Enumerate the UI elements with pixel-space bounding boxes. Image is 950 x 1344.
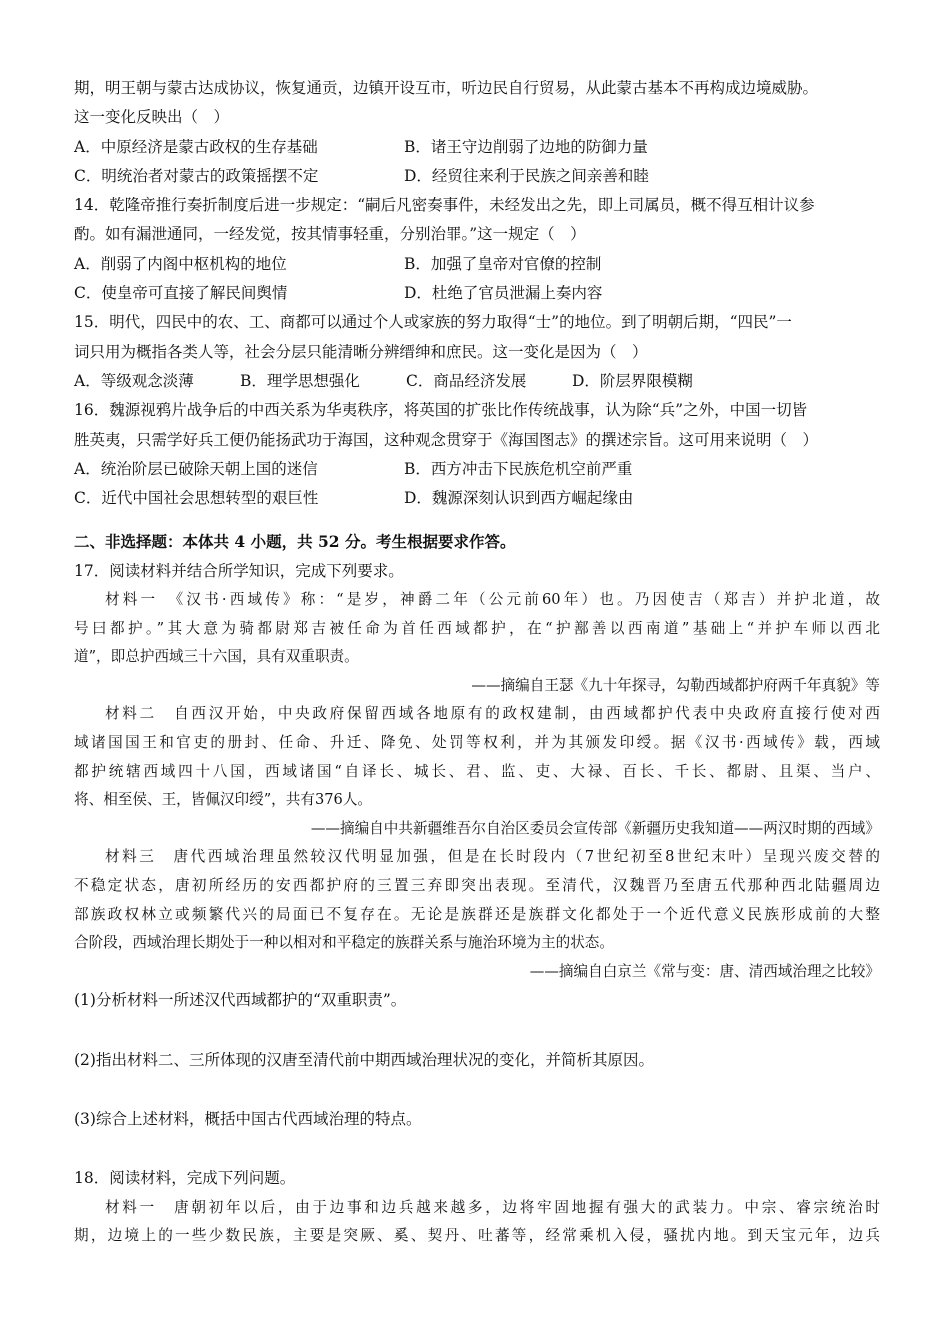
q17-m1-line-3: 道”，即总护西域三十六国，具有双重职责。 bbox=[74, 648, 359, 666]
q17-m2-line-1: 材料二 自西汉开始，中央政府保留西域各地原有的政权建制，由西域都护代表中央政府直接行使对西 bbox=[105, 705, 880, 723]
question-15 bbox=[74, 308, 880, 396]
answer-space-1 bbox=[74, 1016, 880, 1046]
section-2-heading: 二、非选择题：本体共 4 小题，共 52 分。考生根据要求作答。 bbox=[74, 532, 516, 552]
q17-m1-source: ——摘编自王瑟《九十年探寻，勾勒西域都护府两千年真貌》等 bbox=[471, 676, 880, 694]
q17-material-2 bbox=[74, 700, 880, 843]
question-13 bbox=[74, 74, 880, 191]
q14-line-2: 酌。如有漏泄通同，一经发觉，按其情事轻重，分别治罪。”这一规定（ ） bbox=[74, 225, 586, 244]
q15-options-row bbox=[74, 367, 880, 396]
q17-question-1: (1)分析材料一所述汉代西域都护的“双重职责”。 bbox=[74, 991, 407, 1010]
section-spacer bbox=[74, 513, 880, 527]
q17-m3-line-4: 合阶段，西域治理长期处于一种以相对和平稳定的族群关系与施治环境为主的状态。 bbox=[74, 934, 614, 952]
q13-option-a: A．中原经济是蒙古政权的生存基础 bbox=[74, 137, 318, 156]
q15-option-d: D．阶层界限模糊 bbox=[572, 371, 693, 390]
q15-option-c: C．商品经济发展 bbox=[406, 371, 527, 390]
q13-option-b: B．诸王守边削弱了边地的防御力量 bbox=[404, 137, 648, 156]
exam-page bbox=[74, 74, 880, 1251]
q17-m2-line-3: 都护统辖西域四十八国，西域诸国“自译长、城长、君、监、吏、大禄、百长、千长、都尉、且渠、当户、 bbox=[74, 762, 880, 780]
question-18 bbox=[74, 1164, 880, 1250]
q16-options-row-2 bbox=[74, 484, 880, 513]
q16-line-1: 16．魏源视鸦片战争后的中西关系为华夷秩序，将英国的扩张比作传统战事，认为除“兵”之外，中国一切皆 bbox=[74, 401, 808, 420]
q13-option-d: D．经贸往来利于民族之间亲善和睦 bbox=[404, 166, 649, 185]
q14-options-row-2 bbox=[74, 279, 880, 308]
q14-option-a: A．削弱了内阁中枢机构的地位 bbox=[74, 254, 287, 273]
q18-m1-line-2: 期，边境上的一些少数民族，主要是突厥、奚、契丹、吐蕃等，经常乘机入侵，骚扰内地。到天宝元年，边兵 bbox=[74, 1227, 880, 1245]
q15-line-1: 15．明代，四民中的农、工、商都可以通过个人或家族的努力取得“士”的地位。到了明朝后期，“四民”一 bbox=[74, 313, 792, 332]
q17-m2-line-2: 域诸国国王和官吏的册封、任命、升迁、降免、处罚等权利，并为其颁发印绶。据《汉书·西域传》载，西域 bbox=[74, 734, 880, 752]
q17-question-3: (3)综合上述材料，概括中国古代西域治理的特点。 bbox=[74, 1109, 422, 1128]
q13-line-1: 期，明王朝与蒙古达成协议，恢复通贡，边镇开设互市，听边民自行贸易，从此蒙古基本不再构成边境威胁。 bbox=[74, 79, 819, 97]
q16-option-a: A．统治阶层已破除天朝上国的迷信 bbox=[74, 459, 318, 478]
answer-space-3 bbox=[74, 1134, 880, 1164]
q17-material-3 bbox=[74, 843, 880, 986]
q15-option-b: B．理学思想强化 bbox=[240, 371, 360, 390]
q16-option-b: B．西方冲击下民族危机空前严重 bbox=[404, 459, 633, 478]
q15-option-a: A．等级观念淡薄 bbox=[74, 371, 194, 390]
q13-options-row-1 bbox=[74, 133, 880, 162]
q17-intro: 17．阅读材料并结合所学知识，完成下列要求。 bbox=[74, 561, 404, 580]
q13-options-row-2 bbox=[74, 162, 880, 191]
q14-option-c: C．使皇帝可直接了解民间舆情 bbox=[74, 284, 288, 303]
q16-options-row-1 bbox=[74, 455, 880, 484]
q13-line-2: 这一变化反映出（ ） bbox=[74, 108, 230, 127]
q14-options-row-1 bbox=[74, 250, 880, 279]
q14-line-1: 14．乾隆帝推行奏折制度后进一步规定：“嗣后凡密奏事件，未经发出之先，即上司属员，概不得互相计议参 bbox=[74, 196, 815, 215]
q17-question-2: (2)指出材料二、三所体现的汉唐至清代前中期西域治理状况的变化，并简析其原因。 bbox=[74, 1050, 654, 1069]
q17-m1-line-1: 材料一 《汉书·西域传》称：“是岁，神爵二年（公元前60年）也。乃因使吉（郑吉）并护北道，故 bbox=[105, 591, 880, 609]
q17-m3-line-2: 不稳定状态，唐初所经历的安西都护府的三置三弃即突出表现。至清代，汉魏晋乃至唐五代那种西北陆疆周边 bbox=[74, 876, 880, 894]
q16-option-d: D．魏源深刻认识到西方崛起缘由 bbox=[404, 489, 634, 508]
q17-m2-line-4: 将、相至侯、王，皆佩汉印绶”，共有376人。 bbox=[74, 791, 373, 809]
q17-m3-line-1: 材料三 唐代西域治理虽然较汉代明显加强，但是在长时段内（7世纪初至8世纪末叶）呈现兴废交替的 bbox=[105, 848, 880, 866]
q13-option-c: C．明统治者对蒙古的政策摇摆不定 bbox=[74, 166, 319, 185]
q17-m3-source: ——摘编自白京兰《常与变：唐、清西域治理之比较》 bbox=[529, 962, 880, 980]
q16-line-2: 胜英夷，只需学好兵工便仍能扬武功于海国，这种观念贯穿于《海国图志》的撰述宗旨。这可用来说明（ ） bbox=[74, 430, 819, 449]
q18-m1-line-1: 材料一 唐朝初年以后，由于边事和边兵越来越多，边将牢固地握有强大的武装力。中宗、睿宗统治时 bbox=[105, 1198, 880, 1216]
q17-material-1 bbox=[74, 586, 880, 700]
question-14 bbox=[74, 191, 880, 308]
q16-option-c: C．近代中国社会思想转型的艰巨性 bbox=[74, 489, 319, 508]
q17-m3-line-3: 部族政权林立或频繁代兴的局面已不复存在。无论是族群还是族群文化都处于一个近代意义民族形成前的大整 bbox=[74, 905, 880, 923]
question-17 bbox=[74, 557, 880, 1165]
q17-m2-source: ——摘编自中共新疆维吾尔自治区委员会宣传部《新疆历史我知道——两汉时期的西域》 bbox=[310, 819, 880, 837]
q17-m1-line-2: 号曰都护。”其大意为骑都尉郑吉被任命为首任西域都护，在“护鄯善以西南道”基础上“并护车师以西北 bbox=[74, 619, 880, 637]
q14-option-d: D．杜绝了官员泄漏上奏内容 bbox=[404, 284, 603, 303]
question-16 bbox=[74, 396, 880, 513]
q15-line-2: 词只用为概指各类人等，社会分层只能清晰分辨缙绅和庶民。这一变化是因为（ ） bbox=[74, 342, 648, 361]
answer-space-2 bbox=[74, 1075, 880, 1105]
q18-intro: 18．阅读材料，完成下列问题。 bbox=[74, 1169, 296, 1188]
q14-option-b: B．加强了皇帝对官僚的控制 bbox=[404, 254, 602, 273]
